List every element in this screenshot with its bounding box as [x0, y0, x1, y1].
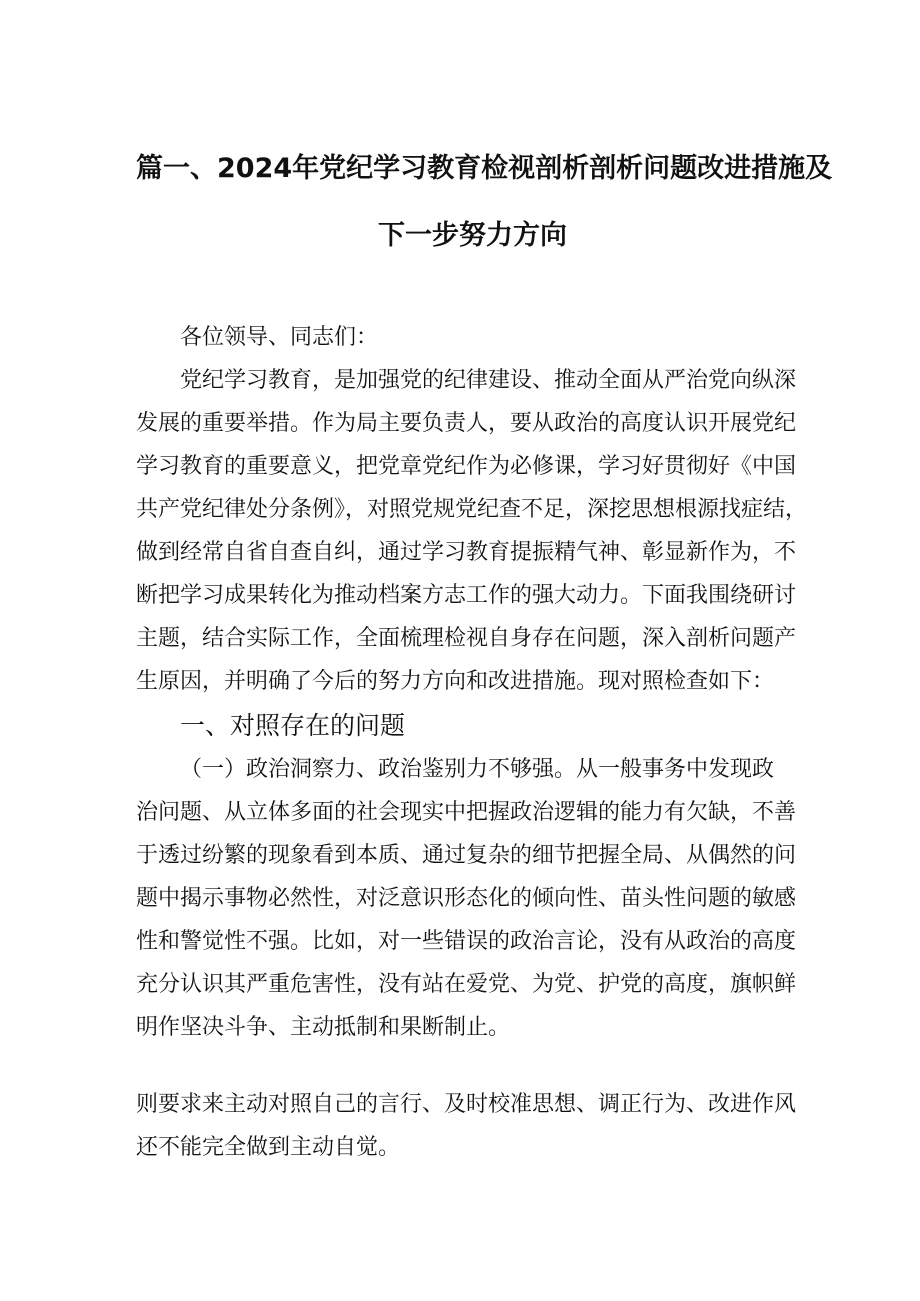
paragraph-line: 充分认识其严重危害性，没有站在爱党、为党、护党的高度，旗帜鲜 [136, 972, 797, 997]
paragraph-line: 明作坚决斗争、主动抵制和果断制止。 [136, 1015, 511, 1040]
paragraph-line: 题中揭示事物必然性，对泛意识形态化的倾向性、苗头性问题的敏感 [136, 886, 797, 911]
paragraph-line: 则要求来主动对照自己的言行、及时校准思想、调正行为、改进作风 [136, 1092, 797, 1117]
paragraph-line: 断把学习成果转化为推动档案方志工作的强大动力。下面我围绕研讨 [136, 583, 797, 608]
paragraph-line: 主题，结合实际工作，全面梳理检视自身存在问题，深入剖析问题产 [136, 626, 797, 651]
paragraph-line: 性和警觉性不强。比如，对一些错误的政治言论，没有从政治的高度 [136, 929, 797, 954]
paragraph-line: 生原因，并明确了今后的努力方向和改进措施。现对照检查如下： [136, 669, 775, 694]
paragraph-line: 共产党纪律处分条例》，对照党规党纪查不足，深挖思想根源找症结， [136, 497, 808, 522]
paragraph-line: 于透过纷繁的现象看到本质、通过复杂的细节把握全局、从偶然的问 [136, 843, 797, 868]
document-title-line-2: 下一步努力方向 [378, 220, 567, 251]
paragraph-line: 发展的重要举措。作为局主要负责人，要从政治的高度认识开展党纪 [136, 411, 797, 436]
paragraph-line: 做到经常自省自查自纠，通过学习教育提振精气神、彰显新作为，不 [136, 540, 797, 565]
document-title-line-1: 篇一、2024年党纪学习教育检视剖析剖析问题改进措施及 [136, 153, 833, 184]
salutation: 各位领导、同志们： [180, 325, 379, 350]
paragraph-line: 还不能完全做到主动自觉。 [136, 1135, 401, 1160]
section-heading: 一、对照存在的问题 [180, 711, 406, 740]
paragraph-line: 治问题、从立体多面的社会现实中把握政治逻辑的能力有欠缺，不善 [136, 800, 797, 825]
paragraph-line: （一）政治洞察力、政治鉴别力不够强。从一般事务中发现政 [180, 757, 775, 782]
paragraph-line: 党纪学习教育，是加强党的纪律建设、推动全面从严治党向纵深 [180, 368, 797, 393]
paragraph-line: 学习教育的重要意义，把党章党纪作为必修课，学习好贯彻好《中国 [136, 454, 797, 479]
